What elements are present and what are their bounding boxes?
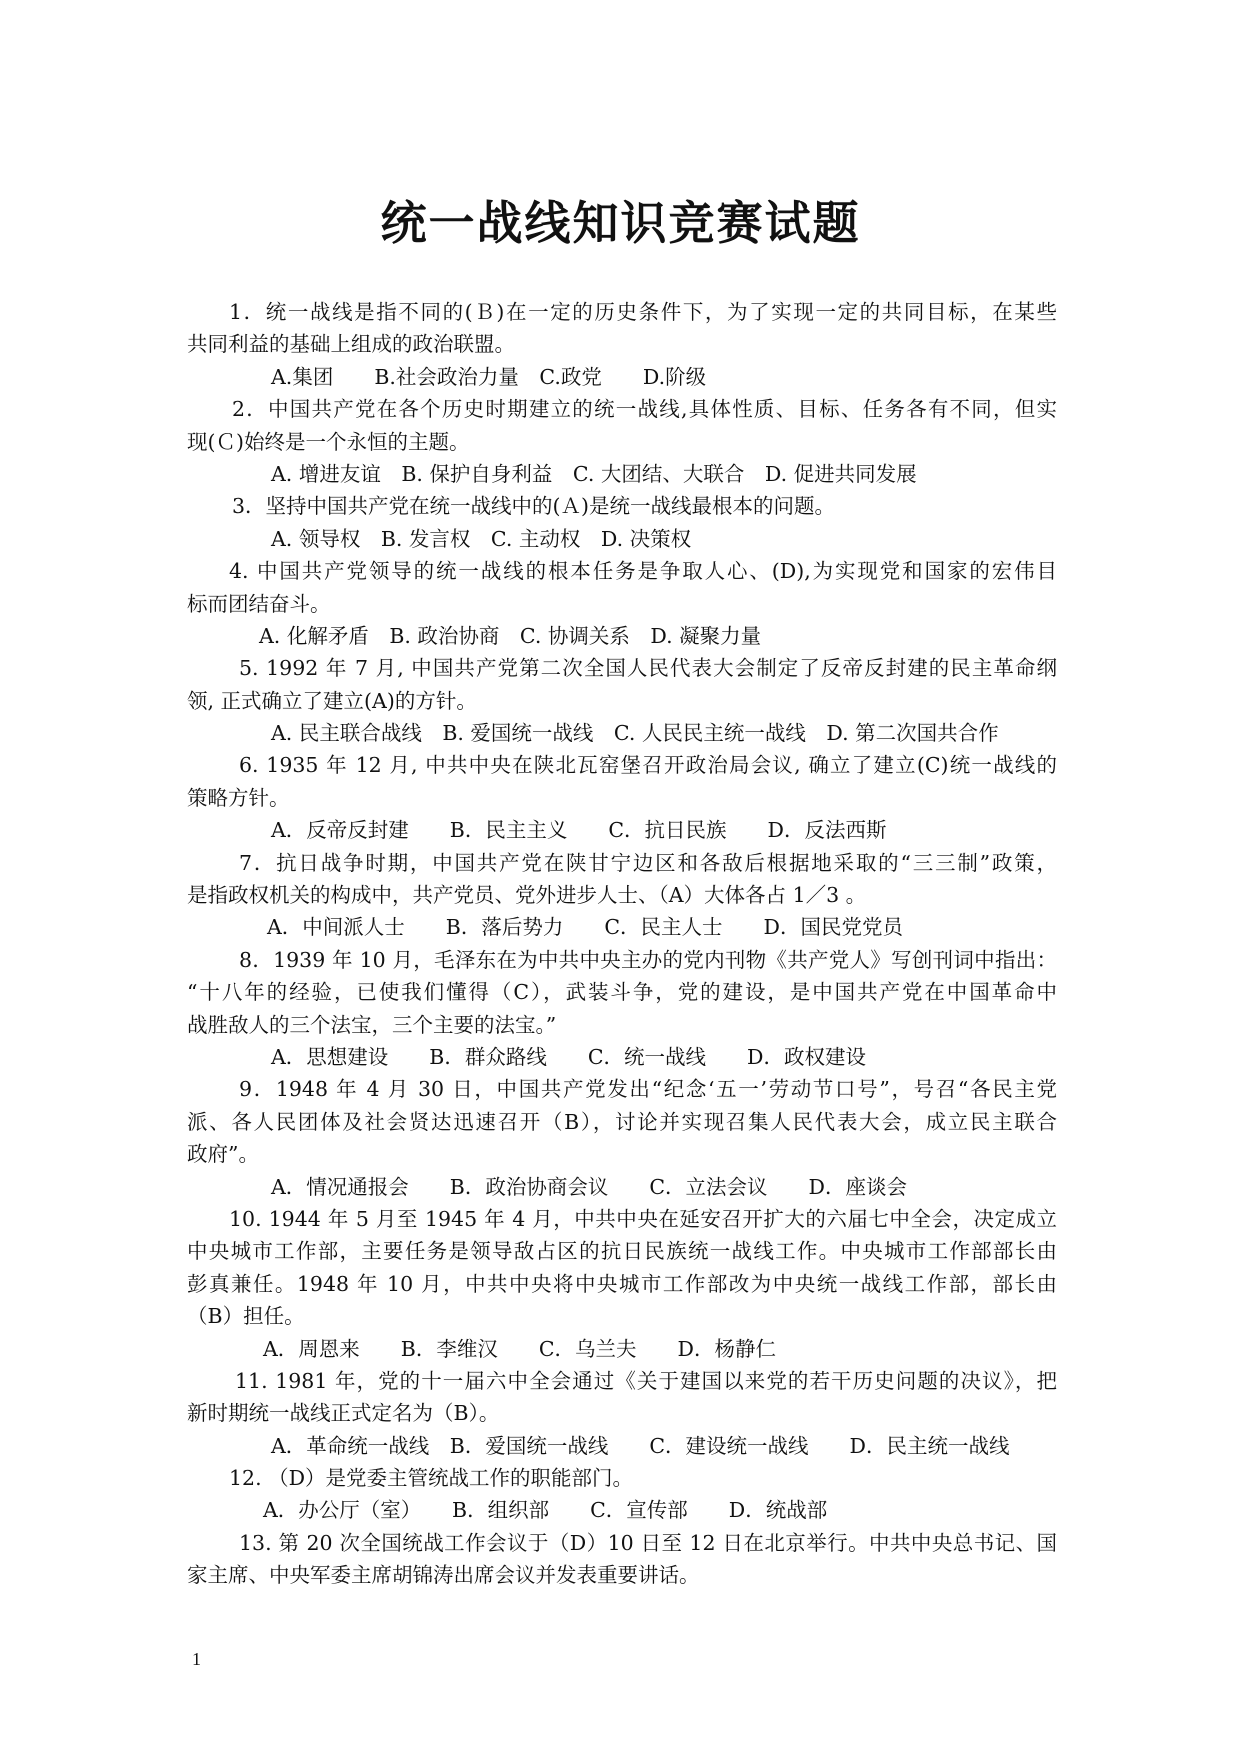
question-text-line: 11. 1981 年，党的十一届六中全会通过《关于建国以来党的若干历史问题的决议》，把	[235, 1368, 1057, 1393]
question-text-line: 战胜敌人的三个法宝，三个主要的法宝。”	[187, 1012, 557, 1037]
question-text-line: 政府”。	[187, 1142, 259, 1167]
question-text-line: 7．抗日战争时期，中国共产党在陕甘宁边区和各敌后根据地采取的“三三制”政策，	[239, 850, 1057, 875]
question-text-line: 领, 正式确立了建立(A)的方针。	[187, 688, 477, 713]
answer-options: A. 增进友谊 B. 保护自身利益 C. 大团结、大联合 D. 促进共同发展	[271, 461, 917, 486]
question-text-line: 8．1939 年 10 月，毛泽东在为中共中央主办的党内刊物《共产党人》写创刊词中指出：	[239, 947, 1057, 972]
question-text-line: （B）担任。	[187, 1304, 305, 1329]
question-list	[187, 296, 1057, 1592]
question-text-line: 共同利益的基础上组成的政治联盟。	[187, 332, 515, 357]
answer-options: A．中间派人士 B．落后势力 C．民主人士 D．国民党党员	[267, 915, 903, 940]
question-text-line: 是指政权机关的构成中，共产党员、党外进步人士、（A）大体各占 1／3 。	[187, 883, 867, 908]
question-text-line: 9．1948 年 4 月 30 日，中国共产党发出“纪念‘五一’劳动节口号”，号召“各民主党	[239, 1077, 1057, 1102]
answer-options: A. 民主联合战线 B. 爱国统一战线 C. 人民民主统一战线 D. 第二次国共合作	[271, 721, 999, 746]
answer-options: A．革命统一战线 B．爱国统一战线 C．建设统一战线 D．民主统一战线	[271, 1433, 1010, 1458]
question-text-line: 12. （D）是党委主管统战工作的职能部门。	[229, 1466, 634, 1491]
answer-options: A．情况通报会 B．政治协商会议 C．立法会议 D．座谈会	[271, 1174, 907, 1199]
question-text-line: 13. 第 20 次全国统战工作会议于（D）10 日至 12 日在北京举行。中共中央总书记、国	[239, 1530, 1057, 1555]
answer-options: A. 领导权 B. 发言权 C. 主动权 D. 决策权	[271, 526, 692, 551]
page-number: 1	[192, 1649, 201, 1669]
question-text-line: 派、各人民团体及社会贤达迅速召开（B），讨论并实现召集人民代表大会，成立民主联合	[187, 1109, 1057, 1134]
question-text-line: 标而团结奋斗。	[187, 591, 331, 616]
question-text-line: 新时期统一战线正式定名为（B）。	[187, 1401, 500, 1426]
question-text-line: 10. 1944 年 5 月至 1945 年 4 月，中共中央在延安召开扩大的六届七中全会，决定成立	[229, 1206, 1057, 1231]
question-text-line: 2．中国共产党在各个历史时期建立的统一战线,具体性质、目标、任务各有不同，但实	[232, 397, 1057, 422]
document-title: 统一战线知识竞赛试题	[380, 196, 861, 250]
question-text-line: 彭真兼任。1948 年 10 月，中共中央将中央城市工作部改为中央统一战线工作部，部长由	[187, 1271, 1057, 1296]
question-text-line: “十八年的经验，已使我们懂得（C），武装斗争，党的建设，是中国共产党在中国革命中	[187, 980, 1057, 1005]
answer-options: A．办公厅（室） B．组织部 C．宣传部 D．统战部	[263, 1498, 828, 1523]
question-text-line: 现(Ｃ)始终是一个永恒的主题。	[187, 429, 470, 454]
question-text-line: 4. 中国共产党领导的统一战线的根本任务是争取人心、(D),为实现党和国家的宏伟目	[229, 559, 1057, 584]
question-text-line: 1．统一战线是指不同的(Ｂ)在一定的历史条件下，为了实现一定的共同目标，在某些	[229, 300, 1057, 324]
question-text-line: 中央城市工作部，主要任务是领导敌占区的抗日民族统一战线工作。中央城市工作部部长由	[187, 1239, 1057, 1264]
question-text-line: 3．坚持中国共产党在统一战线中的(Ａ)是统一战线最根本的问题。	[232, 494, 836, 519]
question-text-line: 6. 1935 年 12 月, 中共中央在陕北瓦窑堡召开政治局会议, 确立了建立(C)统一战线的	[239, 753, 1057, 778]
question-text-line: 策略方针。	[187, 785, 290, 810]
answer-options: A．周恩来 B．李维汉 C．乌兰夫 D．杨静仁	[263, 1336, 776, 1361]
question-text-line: 5. 1992 年 7 月, 中国共产党第二次全国人民代表大会制定了反帝反封建的民主革命纲	[239, 656, 1057, 681]
answer-options: A.集团 B.社会政治力量 C.政党 D.阶级	[271, 364, 707, 389]
answer-options: A. 化解矛盾 B. 政治协商 C. 协调关系 D. 凝聚力量	[259, 623, 762, 648]
answer-options: A．思想建设 B．群众路线 C．统一战线 D．政权建设	[271, 1044, 866, 1069]
answer-options: A．反帝反封建 B．民主主义 C．抗日民族 D．反法西斯	[271, 818, 887, 843]
question-text-line: 家主席、中央军委主席胡锦涛出席会议并发表重要讲话。	[187, 1563, 700, 1588]
